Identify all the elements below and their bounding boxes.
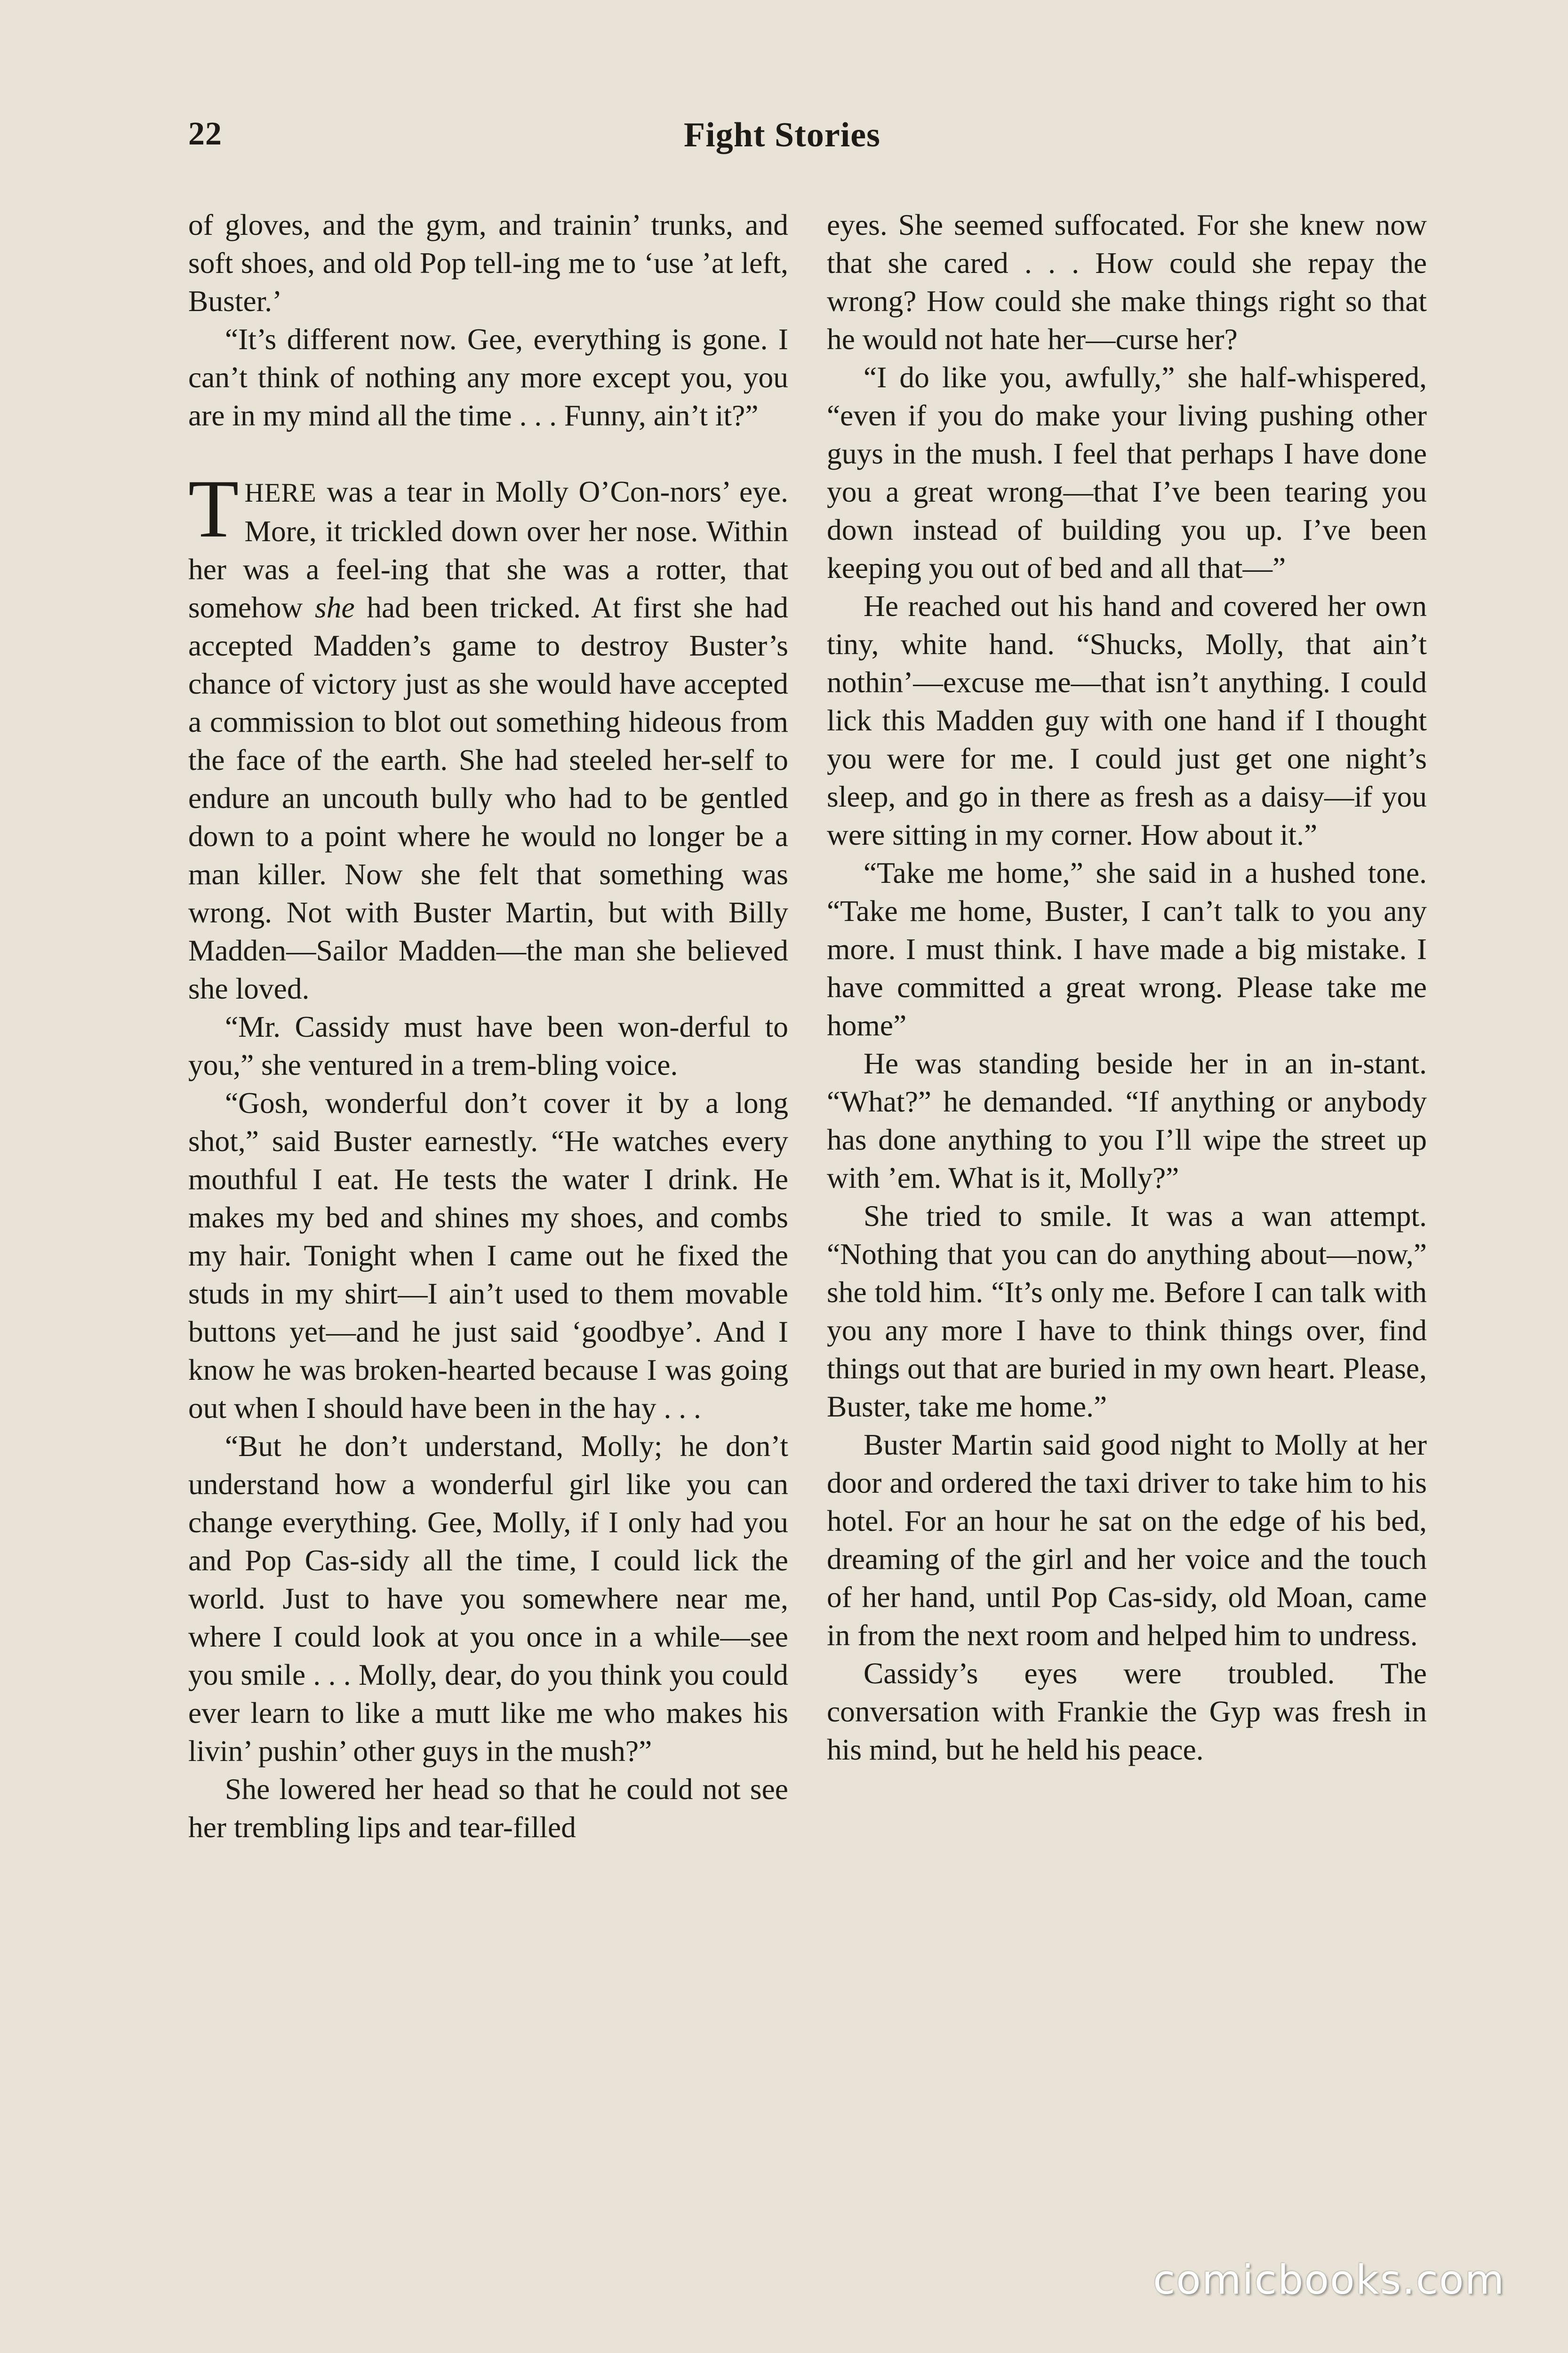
paragraph: “But he don’t understand, Molly; he don’t understand how a wonderful girl like you can change everything. Gee, Molly, if I only had you and Pop Cas-sidy all the time, I could lick the world. Just to have you somewhere near me, where I could look at you once in a while—see you smile . . . Molly, dear, do you think you could ever learn to like a mutt like me who makes his livin’ pushin’ other guys in the mush?” (188, 1429, 788, 1768)
paragraph: Buster Martin said good night to Molly at her door and ordered the taxi driver to take him to his hotel. For an hour he sat on the edge of his bed, dreaming of the girl and her voice and the touch of her hand, until Pop Cas-sidy, old Moan, came in from the next room and helped him to undress. (827, 1428, 1427, 1652)
emphasis: she (314, 591, 355, 624)
paragraph: of gloves, and the gym, and trainin’ trunks, and soft shoes, and old Pop tell-ing me to ‘use ’at left, Buster.’ (188, 208, 788, 318)
paragraph: He was standing beside her in an in-stant. “What?” he demanded. “If anything or anybody has done anything to you I’ll wipe the street up with ’em. What is it, Molly?” (827, 1047, 1427, 1194)
drop-cap: T (188, 463, 239, 555)
paragraph: “It’s different now. Gee, everything is gone. I can’t think of nothing any more except you, you are in my mind all the time . . . Funny, ain’t it?” (188, 322, 788, 432)
paragraph-text: had been tricked. At first she had accepted Madden’s game to destroy Buster’s chance of victory just as she would have accepted a commission to blot out something hideous from the face of the earth. She had steeled her-self to endure an uncouth bully who had to be gentled down to a point where he would no longer be a man killer. Now she felt that something was wrong. Not with Buster Martin, but with Billy Madden—Sailor Madden—the man she believed she loved. (188, 591, 789, 1005)
left-column (188, 206, 788, 1846)
paragraph: eyes. She seemed suffocated. For she knew now that she cared . . . How could she repay the wrong? How could she make things right so that he would not hate her—curse her? (827, 208, 1427, 356)
running-head: Fight Stories (684, 116, 880, 154)
paragraph: “Mr. Cassidy must have been won-derful to you,” she ventured in a trem-bling voice. (188, 1010, 788, 1081)
opening-small-caps: HERE (244, 478, 317, 508)
right-column (827, 206, 1427, 1769)
paragraph: Cassidy’s eyes were troubled. The conversation with Frankie the Gyp was fresh in his mind, but he held his peace. (827, 1657, 1427, 1766)
paragraph: “Gosh, wonderful don’t cover it by a long shot,” said Buster earnestly. “He watches every mouthful I eat. He tests the water I drink. He makes my bed and shines my shoes, and combs my hair. Tonight when I came out he fixed the studs in my shirt—I ain’t used to them movable buttons yet—and he just said ‘goodbye’. And I know he was broken-hearted because I was going out when I should have been in the hay . . . (188, 1086, 788, 1425)
paragraph: He reached out his hand and covered her own tiny, white hand. “Shucks, Molly, that ain’t nothin’—excuse me—that isn’t anything. I could lick this Madden guy with one hand if I thought you were for me. I could just get one night’s sleep, and go in there as fresh as a daisy—if you were sitting in my corner. How about it.” (827, 589, 1427, 851)
paragraph: “Take me home,” she said in a hushed tone. “Take me home, Buster, I can’t talk to you any more. I must think. I have made a big mistake. I have committed a great wrong. Please take me home” (827, 856, 1427, 1042)
watermark-logo: comicbooks.com (1153, 2257, 1505, 2304)
paragraph: She lowered her head so that he could not see her trembling lips and tear-filled (188, 1772, 788, 1844)
section-opening-paragraph (188, 463, 789, 1008)
page-number: 22 (188, 116, 222, 152)
paragraph: “I do like you, awfully,” she half-whispered, “even if you do make your living pushing other guys in the mush. I feel that perhaps I have done you a great wrong—that I’ve been tearing you down instead of building you up. I’ve been keeping you out of bed and all that—” (827, 360, 1427, 584)
paragraph: She tried to smile. It was a wan attempt. “Nothing that you can do anything about—now,” she told him. “It’s only me. Before I can talk with you any more I have to think things over, find things out that are buried in my own heart. Please, Buster, take me home.” (827, 1199, 1427, 1423)
paragraph-text: was a tear in Molly O’Con-nors’ eye. More, it trickled down over her nose. Within her was a feel-ing that she was a rotter, that somehow (188, 475, 788, 624)
